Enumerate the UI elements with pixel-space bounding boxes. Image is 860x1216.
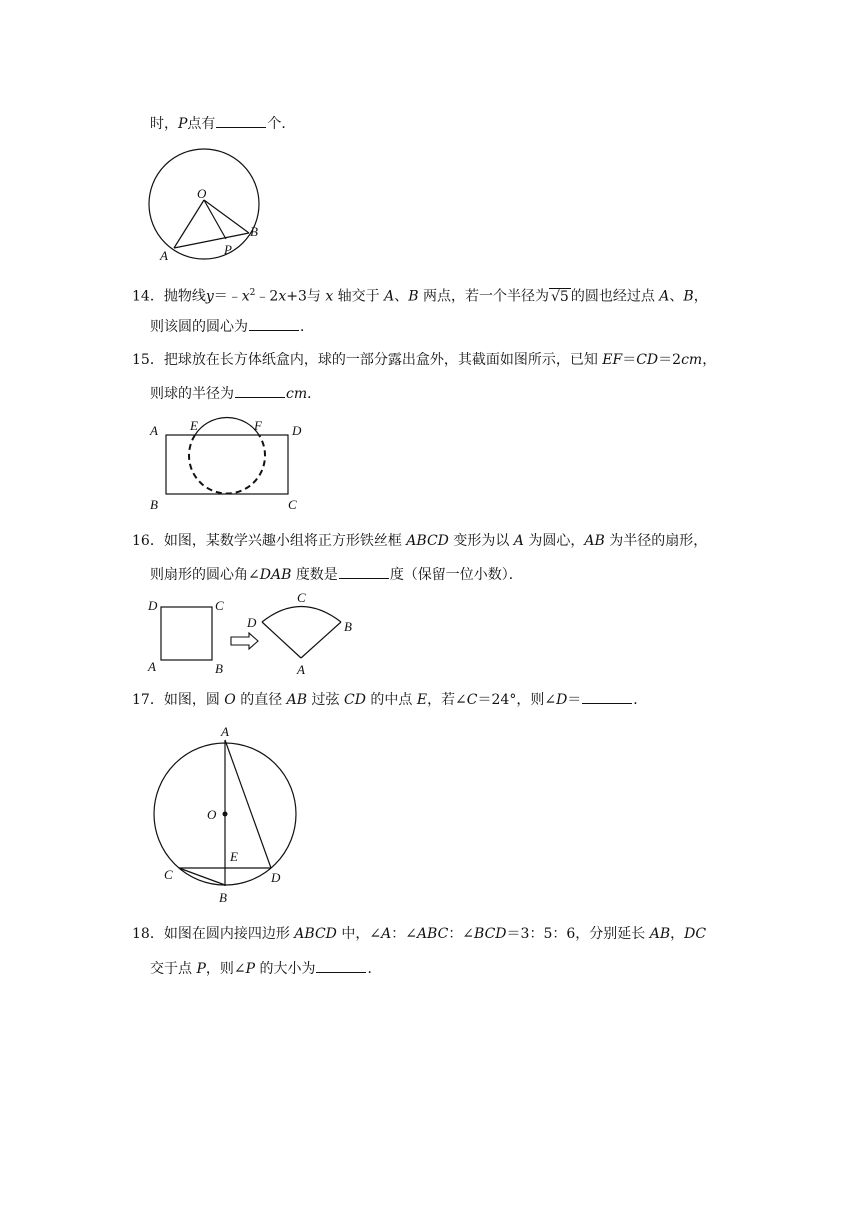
sqrt-value: 5 [559, 288, 569, 305]
text: 如图在圆内接四边形 [163, 926, 290, 942]
text: ，若∠ [427, 692, 467, 708]
var: D [556, 692, 568, 708]
var: AB [649, 926, 671, 942]
var: A [659, 288, 670, 305]
label-D: D [271, 870, 281, 885]
arrow-icon [231, 633, 258, 649]
text: 的大小为 [259, 961, 316, 977]
answer-blank[interactable] [216, 113, 266, 128]
q14-line-1 [132, 283, 708, 307]
text: 的直径 [240, 692, 283, 708]
var: O [224, 692, 236, 708]
label-A: A [150, 423, 158, 438]
label-D: D [148, 598, 158, 613]
unit: cm [286, 386, 308, 402]
var: ABCD [294, 926, 337, 942]
text: 、 [394, 288, 409, 305]
label-F: F [254, 418, 262, 433]
question-number: 18． [132, 926, 164, 942]
var: C [466, 692, 478, 708]
label-B: B [219, 890, 227, 905]
text: 则球的半径为 [150, 386, 234, 402]
label-D2: D [247, 615, 257, 630]
label-O: O [207, 807, 217, 822]
text: ． [633, 692, 648, 708]
label-C: C [288, 497, 297, 512]
var: ABCD [406, 533, 449, 549]
var: A [381, 926, 392, 942]
var: B [408, 288, 419, 305]
var: DAB [259, 567, 292, 583]
var: x [278, 288, 287, 305]
text: 轴交于 [337, 288, 380, 305]
text: 中，∠ [341, 926, 382, 942]
text: 个． [267, 116, 296, 132]
answer-blank[interactable] [316, 958, 366, 973]
q13-tail-line [150, 113, 295, 134]
text: ． [300, 319, 314, 335]
var: P [196, 961, 206, 977]
answer-blank[interactable] [582, 689, 632, 704]
var: A [513, 533, 524, 549]
var: DC [684, 926, 707, 942]
question-number: 14． [132, 288, 164, 305]
question-number: 16． [132, 533, 164, 549]
q14-line-2 [150, 316, 314, 337]
text: ＝ [622, 352, 637, 368]
label-A2: A [297, 662, 305, 677]
text: 时， [150, 116, 178, 132]
label-A: A [160, 248, 168, 263]
text: ＝2 [658, 352, 682, 368]
label-E: E [190, 418, 198, 433]
var: A [384, 288, 395, 305]
text: 为半径的扇形， [609, 533, 708, 549]
text: ． [367, 961, 382, 977]
text: ：∠ [448, 926, 475, 942]
var: E [416, 692, 428, 708]
label-B: B [150, 497, 158, 512]
var: x [241, 288, 250, 305]
label-C2: C [297, 590, 306, 605]
var: CD [343, 692, 366, 708]
question-number: 17． [132, 692, 164, 708]
text: 交于点 [150, 961, 192, 977]
text: 的中点 [370, 692, 413, 708]
var: x [325, 288, 334, 305]
sqrt-symbol: √5 [551, 288, 569, 305]
text: +3 [286, 288, 307, 305]
var: EF [602, 352, 623, 368]
var-p: P [178, 116, 188, 132]
q15-line-1 [132, 350, 716, 370]
var: ABC [416, 926, 449, 942]
text: 过弦 [311, 692, 340, 708]
text: ． [307, 386, 322, 402]
q17-line-1 [132, 689, 647, 710]
text: 度数是 [295, 567, 338, 583]
label-B: B [215, 661, 223, 676]
label-B2: B [344, 619, 352, 634]
label-B: B [250, 224, 258, 239]
text: 变形为以 [453, 533, 510, 549]
question-number: 15． [132, 352, 164, 368]
label-A: A [221, 724, 229, 739]
label-D: D [292, 423, 302, 438]
text: ＝24°，则∠ [477, 692, 557, 708]
text: 的圆也经过点 [570, 288, 655, 305]
text: ， [670, 926, 685, 942]
text: ：∠ [391, 926, 417, 942]
text: ＝ [567, 692, 582, 708]
text: 如图，某数学兴趣小组将正方形铁丝框 [163, 533, 402, 549]
text: ， [693, 288, 708, 305]
exponent: 2 [249, 288, 256, 298]
label-C: C [215, 598, 224, 613]
answer-blank[interactable] [249, 316, 299, 331]
var: y [205, 288, 214, 305]
text: ﹣2 [255, 288, 279, 305]
text: 如图，圆 [163, 692, 220, 708]
q16-line-1 [132, 531, 707, 551]
q17-circle-figure [150, 723, 310, 908]
text: ＝﹣ [213, 288, 242, 305]
q18-line-2 [150, 958, 381, 979]
text: 两点，若一个半径为 [423, 288, 549, 305]
text: 抛物线 [163, 288, 206, 305]
answer-blank[interactable] [339, 564, 389, 579]
text: 为圆心， [528, 533, 585, 549]
text: 则该圆的圆心为 [150, 319, 248, 335]
text: 、 [669, 288, 684, 305]
text: 点有 [187, 116, 216, 132]
q15-box-ball-figure [148, 415, 318, 515]
q16-square-sector-figure [145, 590, 365, 677]
var: B [683, 288, 694, 305]
var: AB [584, 533, 605, 549]
label-O: O [197, 186, 207, 201]
q13-circle-figure [140, 148, 270, 263]
text: 度（保留一位小数）． [389, 567, 523, 583]
answer-blank[interactable] [235, 383, 285, 398]
var: BCD [474, 926, 507, 942]
text: ， [702, 352, 717, 368]
q15-line-2 [150, 383, 321, 404]
text: ＝3：5：6，分别延长 [506, 926, 646, 942]
q18-line-1 [132, 924, 706, 944]
label-C: C [164, 867, 173, 882]
unit: cm [681, 352, 703, 368]
text: 把球放在长方体纸盒内，球的一部分露出盒外，其截面如图所示，已知 [163, 352, 598, 368]
var: CD [636, 352, 659, 368]
text: ，则∠ [205, 961, 246, 977]
text: 与 [306, 288, 321, 305]
var: AB [286, 692, 308, 708]
label-A: A [148, 659, 156, 674]
var: P [245, 961, 256, 977]
q16-line-2 [150, 564, 523, 585]
text: 则扇形的圆心角∠ [150, 567, 260, 583]
label-P: P [224, 242, 232, 257]
label-E: E [230, 849, 238, 864]
